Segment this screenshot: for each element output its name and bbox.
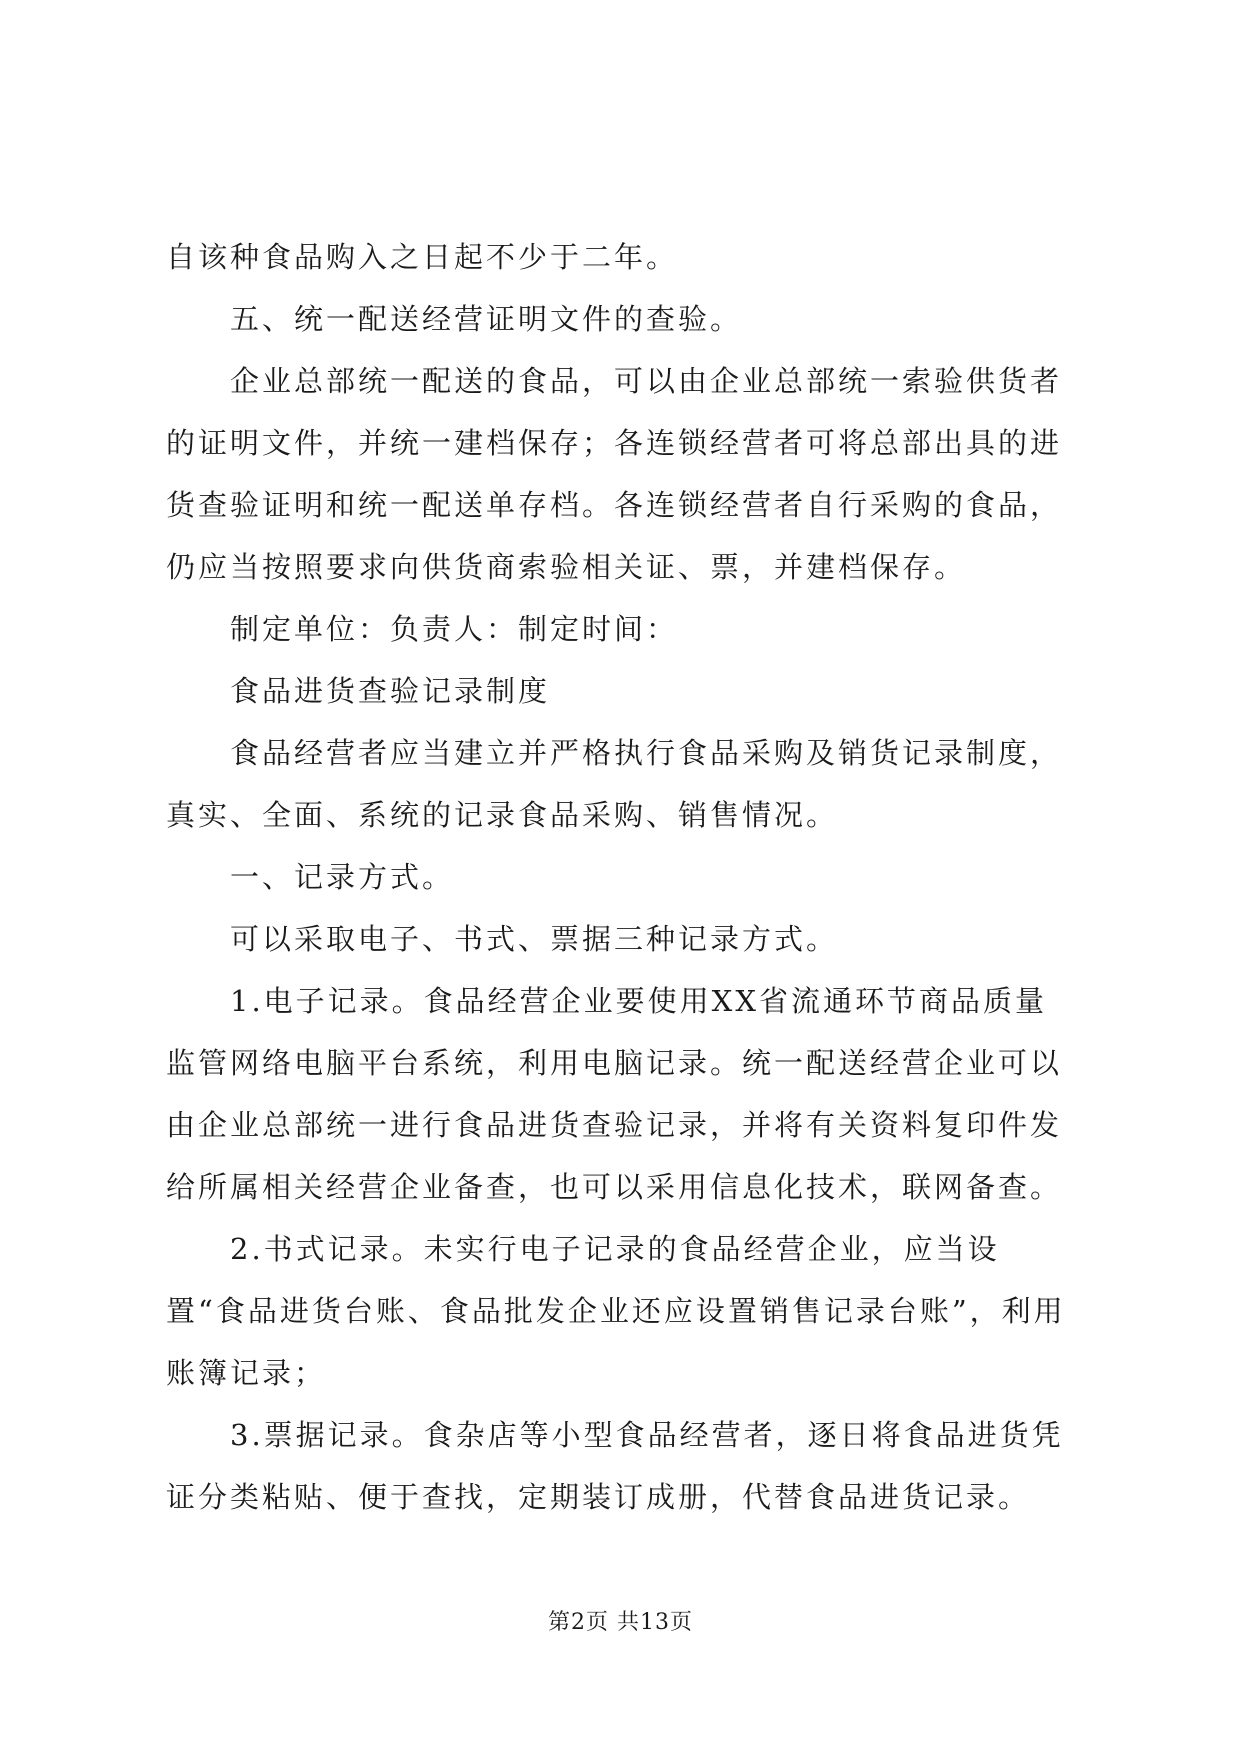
document-body	[166, 226, 1076, 1528]
section-heading-unified-delivery: 五、统一配送经营证明文件的查验。	[230, 302, 743, 336]
signature-line: 制定单位：负责人：制定时间：	[230, 612, 679, 646]
document-title: 食品进货查验记录制度	[230, 674, 551, 708]
list-item-electronic-record: 1.电子记录。食品经营企业要使用XX省流通环节商品质量监管网络电脑平台系统，利用电脑记录。统一配送经营企业可以由企业总部统一进行食品进货查验记录，并将有关资料复印件发给所属相关经营企业备查，也可以采用信息化技术，联网备查。	[166, 984, 1063, 1204]
paragraph-continuation: 自该种食品购入之日起不少于二年。	[166, 240, 679, 274]
section-heading-record-methods: 一、记录方式。	[230, 860, 455, 894]
list-item-written-record: 2.书式记录。未实行电子记录的食品经营企业，应当设置“食品进货台账、食品批发企业还应设置销售记录台账”，利用账簿记录；	[166, 1232, 1066, 1390]
paragraph-intro: 食品经营者应当建立并严格执行食品采购及销货记录制度，真实、全面、系统的记录食品采购、销售情况。	[166, 736, 1063, 832]
paragraph-record-methods: 可以采取电子、书式、票据三种记录方式。	[230, 922, 839, 956]
list-item-receipt-record: 3.票据记录。食杂店等小型食品经营者，逐日将食品进货凭证分类粘贴、便于查找，定期装订成册，代替食品进货记录。	[166, 1418, 1064, 1514]
page-number-footer: 第2页 共13页	[548, 1610, 693, 1635]
paragraph-unified-delivery: 企业总部统一配送的食品，可以由企业总部统一索验供货者的证明文件，并统一建档保存；各连锁经营者可将总部出具的进货查验证明和统一配送单存档。各连锁经营者自行采购的食品，仍应当按照要求向供货商索验相关证、票，并建档保存。	[166, 364, 1063, 584]
